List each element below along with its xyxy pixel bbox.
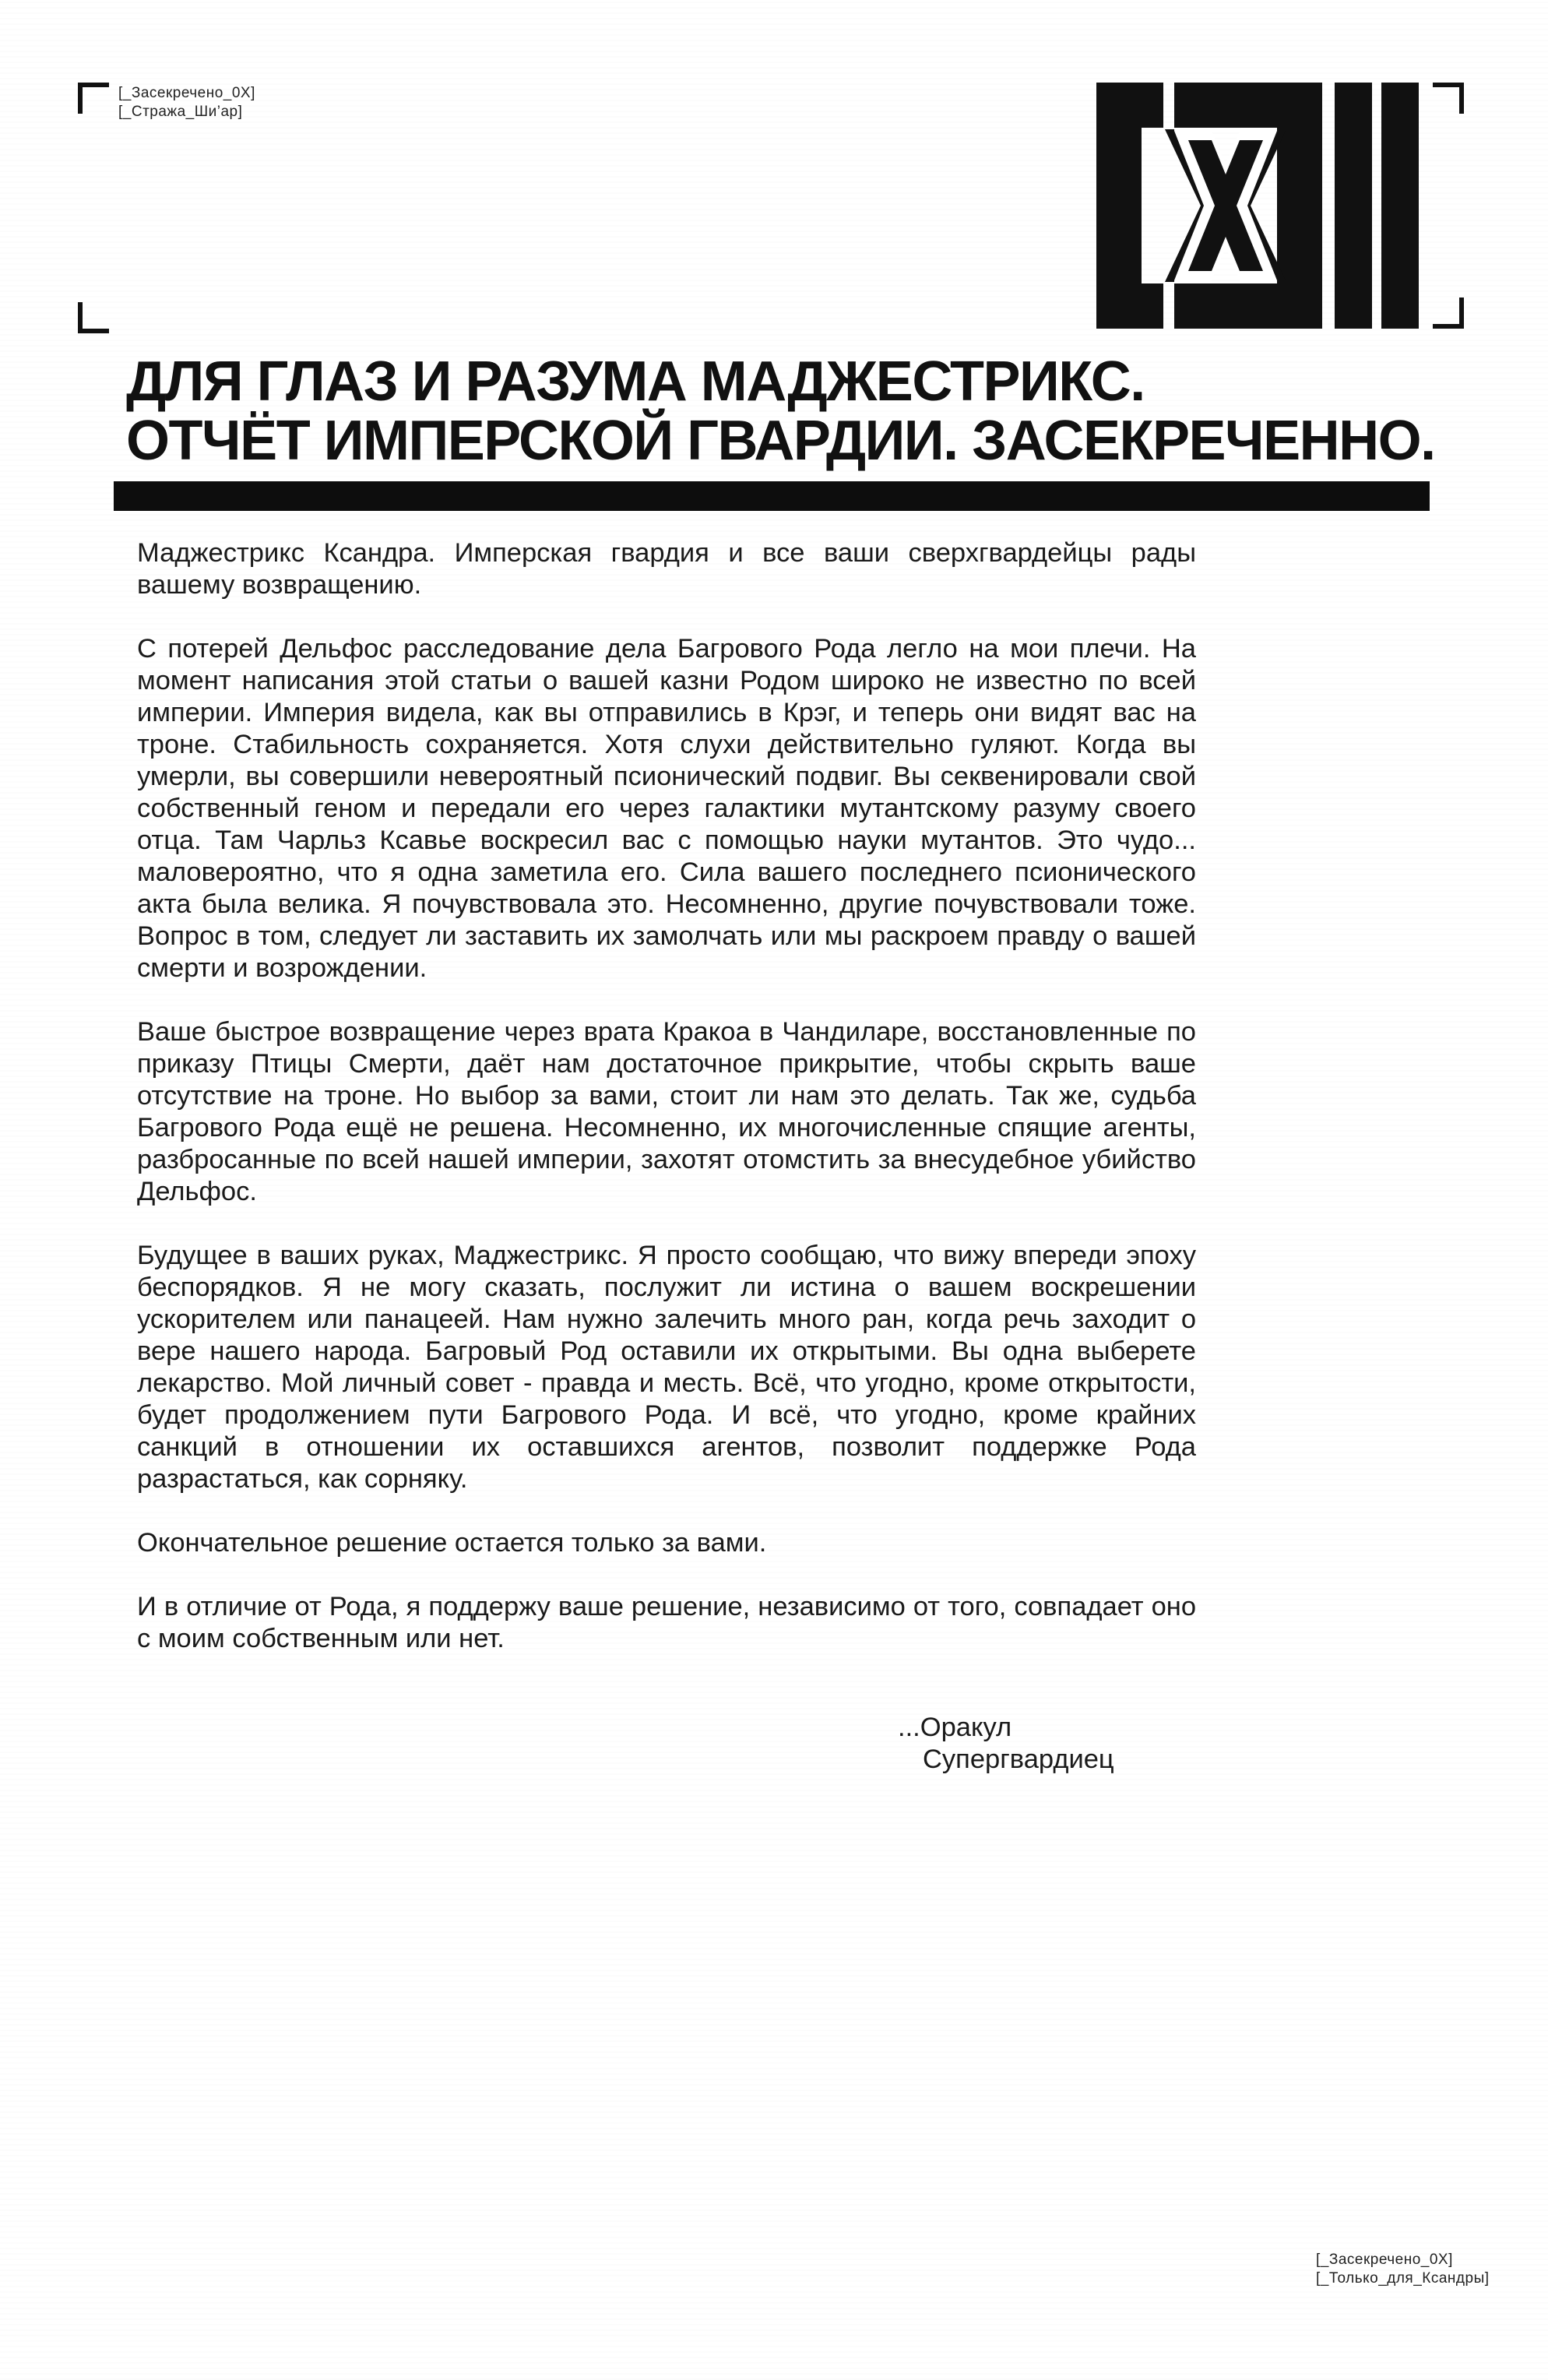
body-paragraph: С потерей Дельфос расследование дела Багрового Рода легло на мои плечи. На момент написания этой статьи о вашей казни Родом широко не известно по всей империи. Империя видела, как вы отправились в Крэг, и теперь они видят вас на троне. Стабильность сохраняется. Хотя слухи действительно гуляют. Когда вы умерли, вы совершили невероятный псионический подвиг. Вы секвенировали свой собственный геном и передали его через галактики мутантскому разуму своего отца. Там Чарльз Ксавье воскресил вас с помощью науки мутантов. Это чудо... маловероятно, что я одна заметила его. Сила вашего последнего псионического акта была велика. Я почувствовала это. Несомненно, другие почувствовали тоже. Вопрос в том, следует ли заставить их замолчать или мы раскроем правду о вашей смерти и возрождении. <box>137 634 1196 983</box>
headline-line-1: ДЛЯ ГЛАЗ И РАЗУМА МАДЖЕСТРИКС. <box>126 350 1145 413</box>
body-paragraph: И в отличие от Рода, я поддержу ваше решение, независимо от того, совпадает оно с моим собственным или нет. <box>137 1592 1196 1653</box>
headline-line-2: ОТЧЁТ ИМПЕРСКОЙ ГВАРДИИ. ЗАСЕКРЕЧЕННО. <box>126 410 1435 472</box>
corner-bracket-top-right <box>1433 83 1464 114</box>
report-headline <box>126 352 1450 470</box>
body-paragraph: Ваше быстрое возвращение через врата Кракоа в Чандиларе, восстановленные по приказу Птицы Смерти, даёт нам достаточное прикрытие, чтобы скрыть ваше отсутствие на троне. Но выбор за вами, стоит ли нам это делать. Так же, судьба Багрового Рода ещё не решена. Несомненно, их многочисленные спящие агенты, разбросанные по всей нашей империи, захотят отомстить за внесудебное убийство Дельфос. <box>137 1017 1196 1206</box>
body-paragraph: Окончательное решение остается только за вами. <box>137 1528 767 1558</box>
signature-name: ...Оракул <box>898 1713 1012 1742</box>
body-paragraph: Будущее в ваших руках, Маджестрикс. Я просто сообщаю, что вижу впереди эпоху беспорядков. Я не могу сказать, послужит ли истина о вашем воскрешении ускорителем или панацеей. Нам нужно залечить много ран, когда речь заходит о вере нашего народа. Багровый Род оставили их открытыми. Вы одна выберете лекарство. Мой личный совет - правда и месть. Всё, что угодно, кроме открытости, будет продолжением пути Багрового Рода. И всё, что угодно, кроме крайних санкций в отношении их оставшихся агентов, позволит поддержке Рода разрастаться, как сорняку. <box>137 1241 1196 1494</box>
tag-line: [_Стража_Ши’ар] <box>118 104 243 120</box>
signature-block <box>898 1712 1114 1776</box>
corner-bracket-bottom-right <box>1433 298 1464 329</box>
corner-bracket-top-left <box>78 83 109 114</box>
xmen-x-emblem-icon <box>1096 83 1419 329</box>
corner-bracket-bottom-left <box>78 302 109 333</box>
headline-divider-bar <box>114 481 1430 511</box>
tag-line: [_Только_для_Ксандры] <box>1316 2270 1490 2287</box>
tag-line: [_Засекречено_0X] <box>1316 2251 1453 2268</box>
classification-tag-top <box>118 84 255 121</box>
report-body <box>137 537 1196 1687</box>
tag-line: [_Засекречено_0X] <box>118 85 255 101</box>
body-paragraph: Маджестрикс Ксандра. Имперская гвардия и все ваши сверхгвардейцы рады вашему возвращению. <box>137 538 1196 600</box>
classification-tag-bottom <box>1316 2251 1490 2288</box>
signature-title: Супергвардиец <box>923 1745 1114 1774</box>
